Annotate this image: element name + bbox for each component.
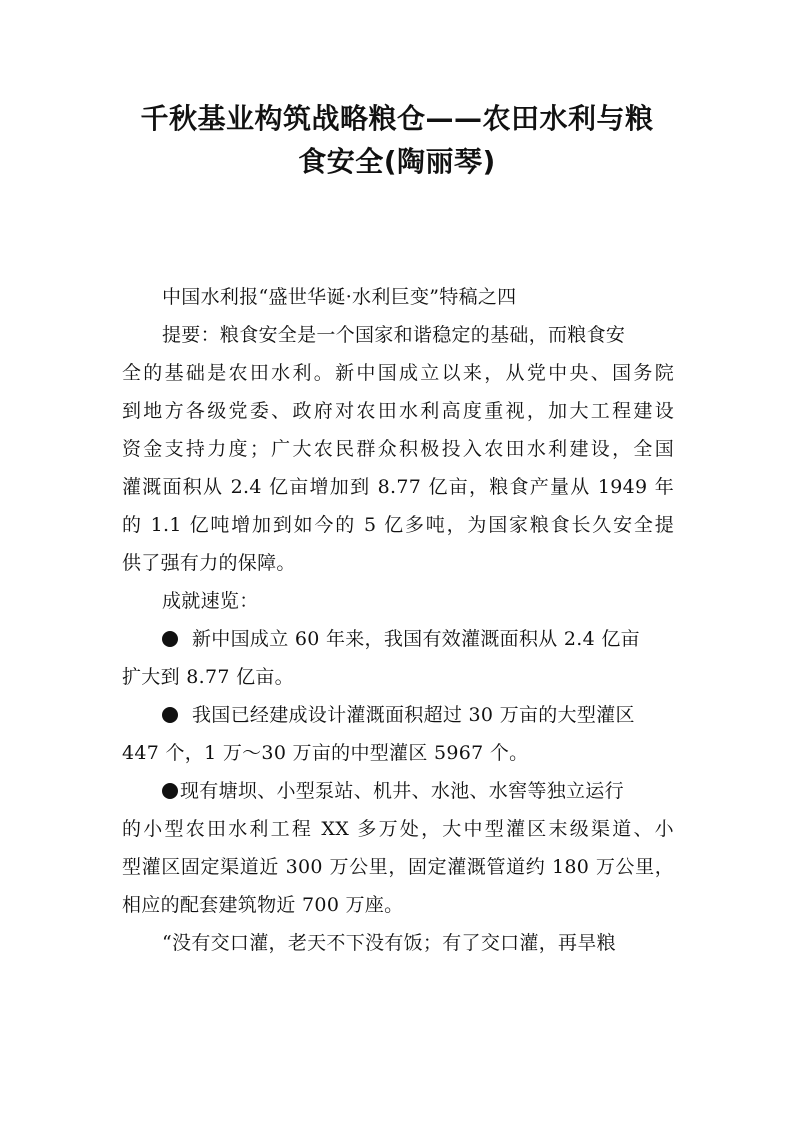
- bullet-icon: [162, 631, 178, 647]
- quote-paragraph: “没有交口灌，老天不下没有饭；有了交口灌，再旱粮: [162, 932, 616, 954]
- summary-line: 供了强有力的保障。: [122, 552, 296, 574]
- document-title-line-1: 千秋基业构筑战略粮仓——农田水利与粮: [140, 102, 654, 135]
- summary-paragraph: [122, 316, 674, 582]
- bullet-text: 我国已经建成设计灌溉面积超过 30 万亩的大型灌区: [192, 704, 635, 726]
- bullet-text: 相应的配套建筑物近 700 万座。: [122, 894, 404, 916]
- bullet-text: 新中国成立 60 年来，我国有效灌溉面积从 2.4 亿亩: [192, 628, 640, 650]
- summary-line: 全的基础是农田水利。新中国成立以来，从党中央、国务院: [122, 362, 674, 384]
- summary-line: 灌溉面积从 2.4 亿亩增加到 8.77 亿亩，粮食产量从 1949 年: [122, 476, 674, 498]
- achievements-heading: 成就速览：: [162, 590, 259, 612]
- summary-line: 提要：粮食安全是一个国家和谐稳定的基础，而粮食安: [162, 324, 626, 346]
- bullet-item-2: [122, 696, 674, 772]
- document-body: [122, 278, 674, 962]
- summary-line: 资金支持力度；广大农民群众积极投入农田水利建设，全国: [122, 438, 674, 460]
- bullet-text: 扩大到 8.77 亿亩。: [122, 666, 294, 688]
- bullet-icon: [162, 707, 178, 723]
- summary-line: 到地方各级党委、政府对农田水利高度重视，加大工程建设: [122, 400, 674, 422]
- bullet-item-1: [122, 620, 674, 696]
- bullet-text: 型灌区固定渠道近 300 万公里，固定灌溉管道约 180 万公里，: [122, 856, 674, 878]
- bullet-text: 现有塘坝、小型泵站、机井、水池、水窖等独立运行: [180, 780, 624, 802]
- bullet-icon: [162, 783, 178, 799]
- bullet-text: 的小型农田水利工程 XX 多万处，大中型灌区末级渠道、小: [122, 818, 674, 840]
- summary-line: 的 1.1 亿吨增加到如今的 5 亿多吨，为国家粮食长久安全提: [122, 514, 674, 536]
- bullet-item-3: [122, 772, 674, 924]
- subtitle: 中国水利报“盛世华诞·水利巨变”特稿之四: [162, 286, 517, 308]
- document-title-line-2: 食安全(陶丽琴): [298, 145, 496, 178]
- bullet-text: 447 个，1 万～30 万亩的中型灌区 5967 个。: [122, 742, 529, 764]
